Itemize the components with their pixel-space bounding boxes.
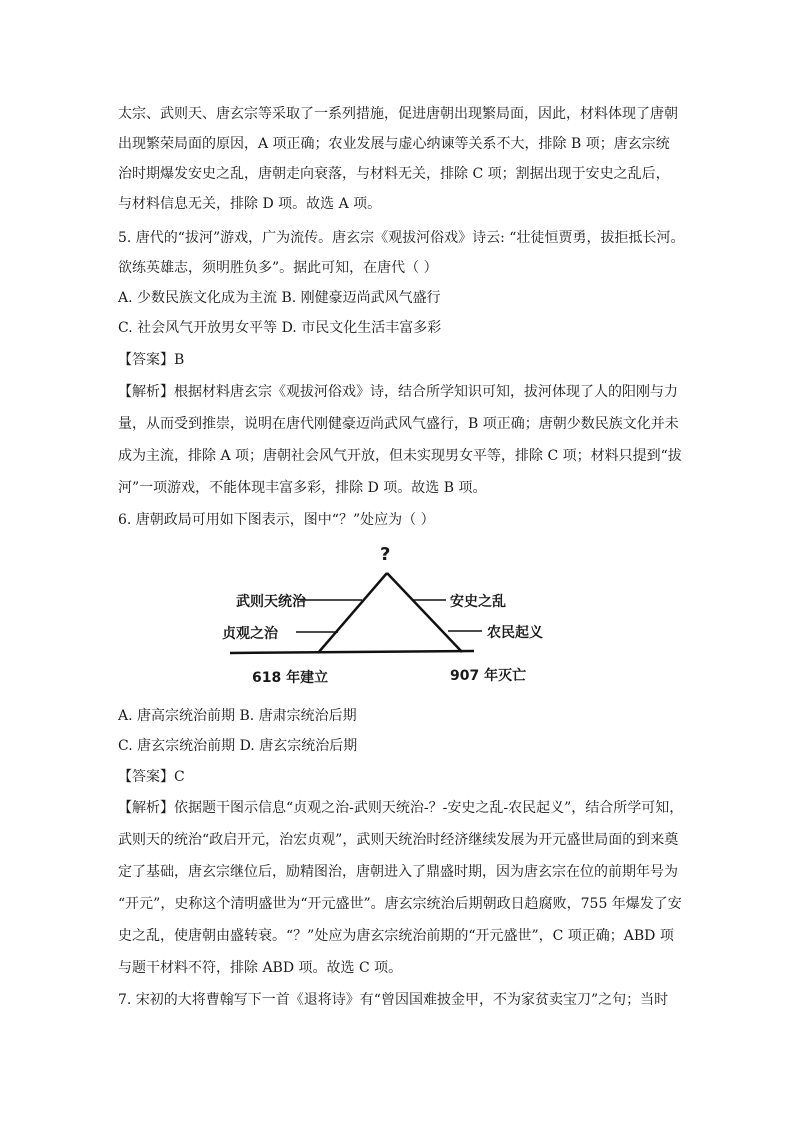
left-slope	[318, 573, 387, 653]
label-peasant-uprising: 农民起义	[487, 625, 543, 641]
question-6-answer: 【答案】C	[118, 769, 185, 785]
label-founded: 618 年建立	[252, 670, 329, 686]
label-zhenguan: 贞观之治	[222, 626, 278, 642]
question-6-options: A. 唐高宗统治前期 B. 唐肃宗统治后期	[118, 708, 357, 724]
label-anshi-rebellion: 安史之乱	[450, 594, 506, 610]
question-5-options: A. 少数民族文化成为主流 B. 刚健豪迈尚武风气盛行	[118, 290, 441, 306]
question-5-explanation: 量，从而受到推崇，说明在唐代刚健豪迈尚武风气盛行，B 项正确；唐朝少数民族文化并未	[118, 416, 679, 432]
label-fallen: 907 年灭亡	[450, 668, 527, 684]
question-6-explanation: 武则天的统治“政启开元，治宏贞观”，武则天统治时经济继续发展为开元盛世局面的到来奠	[118, 832, 679, 848]
question-5-explanation: 【解析】根据材料唐玄宗《观拔河俗戏》诗，结合所学知识可知，拔河体现了人的阳刚与力	[118, 384, 678, 400]
question-5-explanation: 河”一项游戏，不能体现丰富多彩，排除 D 项。故选 B 项。	[118, 480, 487, 496]
label-wuzetian: 武则天统治	[236, 594, 306, 610]
question-6-explanation: 史之乱，使唐朝由盛转衰。“？”处应为唐玄宗统治前期的“开元盛世”，C 项正确；ABD 项	[118, 928, 674, 944]
question-6-explanation: “开元”，史称这个清明盛世为“开元盛世”。唐玄宗统治后期朝政日趋腐败，755 年爆发了安	[118, 896, 682, 912]
base-line	[230, 651, 474, 653]
question-5-answer: 【答案】B	[118, 352, 185, 368]
question-6-explanation: 定了基础，唐玄宗继位后，励精图治，唐朝进入了鼎盛时期，因为唐玄宗在位的前期年号为	[118, 864, 678, 880]
paragraph-line: 与材料信息无关，排除 D 项。故选 A 项。	[118, 196, 382, 212]
paragraph-line: 治时期爆发安史之乱，唐朝走向衰落，与材料无关，排除 C 项；割据出现于安史之乱后，	[118, 166, 670, 182]
tang-politics-diagram	[210, 540, 570, 690]
right-slope	[387, 573, 462, 652]
paragraph-line: 太宗、武则天、唐玄宗等采取了一系列措施，促进唐朝出现繁局面，因此，材料体现了唐朝	[118, 106, 678, 122]
question-6-explanation: 【解析】依据题干图示信息“贞观之治-武则天统治-？-安史之乱-农民起义”，结合所学可知，	[118, 800, 684, 816]
question-7-stem: 7. 宋初的大将曹翰写下一首《退将诗》有“曾因国难披金甲，不为家贫卖宝刀”之句；当时	[118, 992, 669, 1008]
question-6-options: C. 唐玄宗统治前期 D. 唐玄宗统治后期	[118, 738, 358, 754]
question-6-stem: 6. 唐朝政局可用如下图表示，图中“？”处应为（ ）	[118, 512, 435, 528]
question-5-options: C. 社会风气开放男女平等 D. 市民文化生活丰富多彩	[118, 320, 442, 336]
question-5-stem: 欲练英雄志，须明胜负多”。据此可知，在唐代（ ）	[118, 260, 438, 276]
question-5-stem: 5. 唐代的“拔河”游戏，广为流传。唐玄宗《观拔河俗戏》诗云: “壮徒恒贾勇，拔拒抵长河。	[118, 230, 685, 246]
question-mark-label: ?	[380, 544, 391, 565]
question-5-explanation: 成为主流，排除 A 项；唐朝社会风气开放，但未实现男女平等，排除 C 项；材料只提到“拔	[118, 448, 682, 464]
paragraph-line: 出现繁荣局面的原因，A 项正确；农业发展与虚心纳谏等关系不大，排除 B 项；唐玄宗统	[118, 136, 670, 152]
question-6-explanation: 与题干材料不符，排除 ABD 项。故选 C 项。	[118, 960, 403, 976]
